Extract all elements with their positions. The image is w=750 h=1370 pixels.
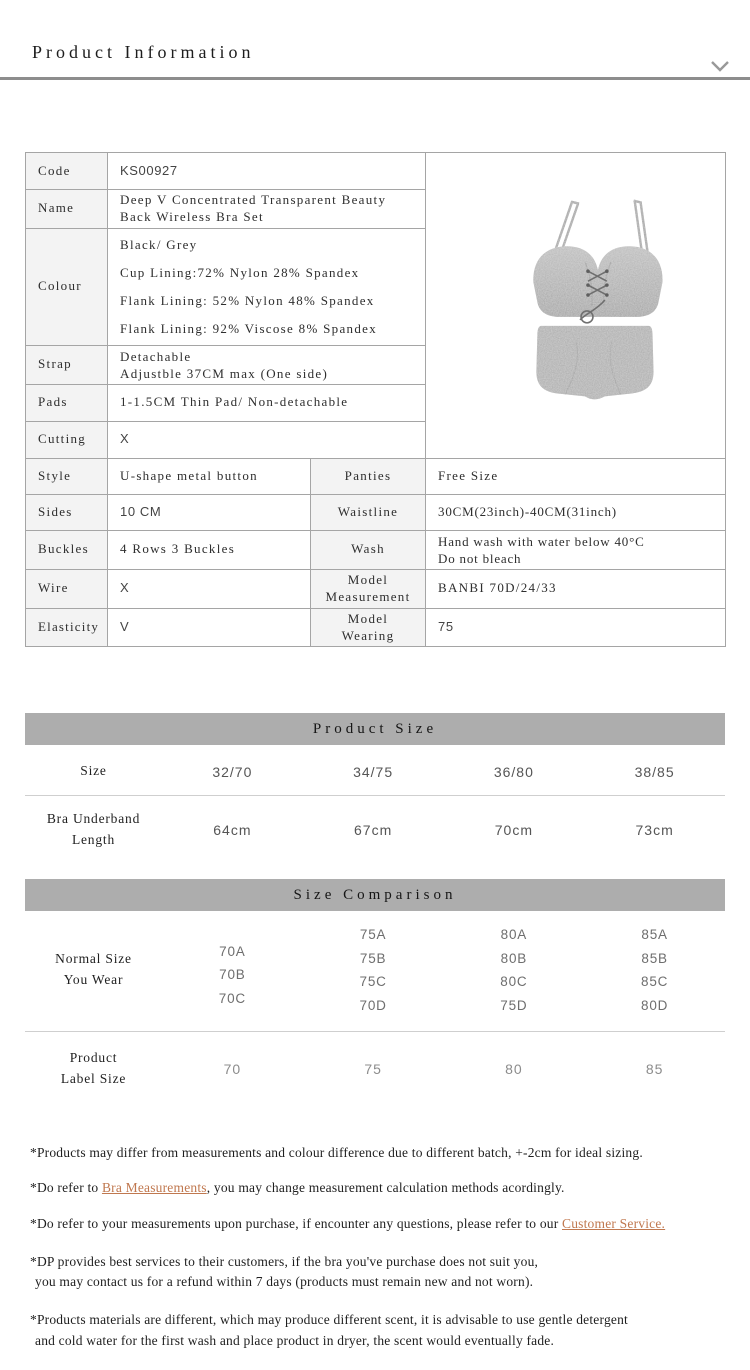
- spec-label-colour: Colour: [26, 228, 108, 345]
- comparison-size: 80C: [500, 974, 528, 990]
- comparison-size: 75A: [359, 927, 387, 943]
- underband-value: 64cm: [213, 822, 252, 839]
- spec-label-wash: Wash: [311, 530, 426, 569]
- underband-label-line: Bra Underband: [46, 811, 141, 827]
- spec-value-buckles: 4 Rows 3 Buckles: [108, 530, 311, 569]
- underband-label-line: Length: [71, 832, 116, 848]
- spec-label-elasticity: Elasticity: [26, 608, 108, 647]
- spec-label-cutting: Cutting: [26, 421, 108, 458]
- colour-line: Black/ Grey: [120, 236, 198, 252]
- footnote-line: *Products materials are different, which may produce different scent, it is advisable to use gentle detergent: [30, 1312, 628, 1328]
- product-spec-table: [25, 152, 726, 647]
- spec-label-style: Style: [26, 458, 108, 494]
- colour-line: Flank Lining: 52% Nylon 48% Spandex: [120, 292, 375, 308]
- spec-value-model-wearing: 75: [438, 619, 454, 635]
- spec-value-style: U-shape metal button: [108, 458, 311, 494]
- size-col: 38/85: [634, 763, 675, 780]
- footnote-sizing: *Products may differ from measurements and colour difference due to different batch, +-2cm for ideal sizing.: [30, 1145, 643, 1161]
- underband-label: [25, 809, 162, 851]
- colour-line: Cup Lining:72% Nylon 28% Spandex: [120, 264, 360, 280]
- comparison-size: 85B: [641, 950, 668, 966]
- comparison-size: 70D: [359, 997, 387, 1013]
- comparison-column: [303, 923, 444, 1017]
- label-size-value: 85: [645, 1061, 664, 1078]
- spec-value-waistline: 30CM(23inch)-40CM(31inch): [426, 494, 726, 530]
- spec-label-name: Name: [26, 190, 108, 229]
- size-col: 34/75: [353, 763, 394, 780]
- product-label-size-row: [25, 1032, 725, 1110]
- spec-value-wash: [426, 530, 726, 569]
- strap-line: Adjustble 37CM max (One side): [120, 365, 329, 381]
- footnote-line: you may contact us for a refund within 7 days (products must remain new and not worn).: [35, 1274, 534, 1290]
- comparison-size: 85C: [641, 974, 669, 990]
- colour-line: Flank Lining: 92% Viscose 8% Spandex: [120, 320, 378, 336]
- spec-value-panties: Free Size: [426, 458, 726, 494]
- product-label-line: Product: [69, 1050, 118, 1066]
- underband-value: 70cm: [494, 822, 533, 839]
- comparison-size: 70C: [218, 990, 246, 1006]
- normal-size-row: [25, 911, 725, 1032]
- footnote-text: *Do refer to your measurements upon purchase, if encounter any questions, please refer to our: [30, 1215, 562, 1231]
- spec-value-sides: 10 CM: [120, 503, 162, 519]
- product-size-banner: Product Size: [25, 713, 725, 745]
- spec-value-model-measurement: BANBI 70D/24/33: [426, 569, 726, 608]
- spec-value-wire: X: [120, 580, 130, 596]
- comparison-column: [444, 923, 585, 1017]
- spec-value-pads: 1-1.5CM Thin Pad/ Non-detachable: [108, 384, 426, 421]
- spec-value-code: KS00927: [120, 162, 178, 178]
- spec-value-colour: [108, 228, 426, 345]
- size-col: 36/80: [493, 763, 534, 780]
- strap-line: Detachable: [120, 348, 192, 364]
- spec-value-name: Deep V Concentrated Transparent Beauty Back Wireless Bra Set: [108, 190, 426, 229]
- comparison-column: [162, 930, 303, 1011]
- label-size-value: 80: [505, 1061, 523, 1078]
- spec-value-elasticity: V: [120, 619, 130, 635]
- size-comparison-banner: Size Comparison: [25, 879, 725, 911]
- spec-label-buckles: Buckles: [26, 530, 108, 569]
- bra-measurements-link[interactable]: Bra Measurements: [101, 1180, 207, 1196]
- product-label-line: Label Size: [60, 1071, 127, 1087]
- label-size-value: 70: [223, 1061, 242, 1078]
- footnote-materials: [30, 1310, 720, 1351]
- wash-line: Do not bleach: [438, 550, 522, 566]
- customer-service-link[interactable]: Customer Service.: [562, 1215, 666, 1231]
- footnote-refund: [30, 1252, 720, 1293]
- comparison-size: 80A: [500, 927, 528, 943]
- normal-size-label: [25, 949, 162, 991]
- comparison-column: [584, 923, 725, 1017]
- footnote-line: *DP provides best services to their customers, if the bra you've purchase does not suit you,: [30, 1253, 539, 1269]
- spec-label-waistline: Waistline: [311, 494, 426, 530]
- footnote-text: *Do refer to: [30, 1180, 102, 1196]
- wash-line: Hand wash with water below 40°C: [438, 533, 645, 549]
- comparison-size: 70B: [219, 967, 246, 983]
- spec-label-panties: Panties: [311, 458, 426, 494]
- underband-value: 73cm: [635, 822, 674, 839]
- chevron-down-icon[interactable]: [710, 59, 730, 71]
- normal-size-label-line: You Wear: [63, 972, 124, 988]
- comparison-size: 75D: [500, 997, 528, 1013]
- footnote-line: and cold water for the first wash and place product in dryer, the scent would eventually fade.: [35, 1332, 555, 1348]
- comparison-size: 75B: [359, 950, 387, 966]
- underband-row: [25, 796, 725, 867]
- spec-label-pads: Pads: [26, 384, 108, 421]
- comparison-size: 80B: [500, 950, 528, 966]
- comparison-size: 80D: [641, 997, 669, 1013]
- comparison-size: 70A: [219, 943, 246, 959]
- spec-label-wire: Wire: [26, 569, 108, 608]
- spec-label-code: Code: [26, 153, 108, 190]
- footnote-text: , you may change measurement calculation methods acordingly.: [206, 1180, 565, 1196]
- spec-label-model-wearing: Model Wearing: [311, 608, 426, 647]
- spec-label-strap: Strap: [26, 345, 108, 384]
- footnote-customer-service: [30, 1214, 720, 1234]
- page-title: Product Information: [32, 42, 255, 62]
- product-size-header-row: [25, 745, 725, 796]
- product-label-size-label: [25, 1048, 162, 1090]
- spec-value-cutting: X: [120, 431, 130, 447]
- product-photo: [426, 153, 726, 459]
- underband-value: 67cm: [354, 822, 393, 839]
- spec-label-sides: Sides: [26, 494, 108, 530]
- footnote-bra-measurements: [30, 1178, 720, 1198]
- spec-value-strap: [108, 345, 426, 384]
- comparison-size: 85A: [641, 927, 668, 943]
- footnotes: [30, 1143, 720, 1351]
- normal-size-label-line: Normal Size: [55, 951, 132, 967]
- size-header-label: Size: [80, 763, 107, 779]
- size-col: 32/70: [212, 763, 253, 780]
- spec-label-model-measurement: Model Measurement: [311, 569, 426, 608]
- section-header: [0, 0, 750, 80]
- comparison-size: 75C: [359, 974, 387, 990]
- label-size-value: 75: [364, 1061, 382, 1078]
